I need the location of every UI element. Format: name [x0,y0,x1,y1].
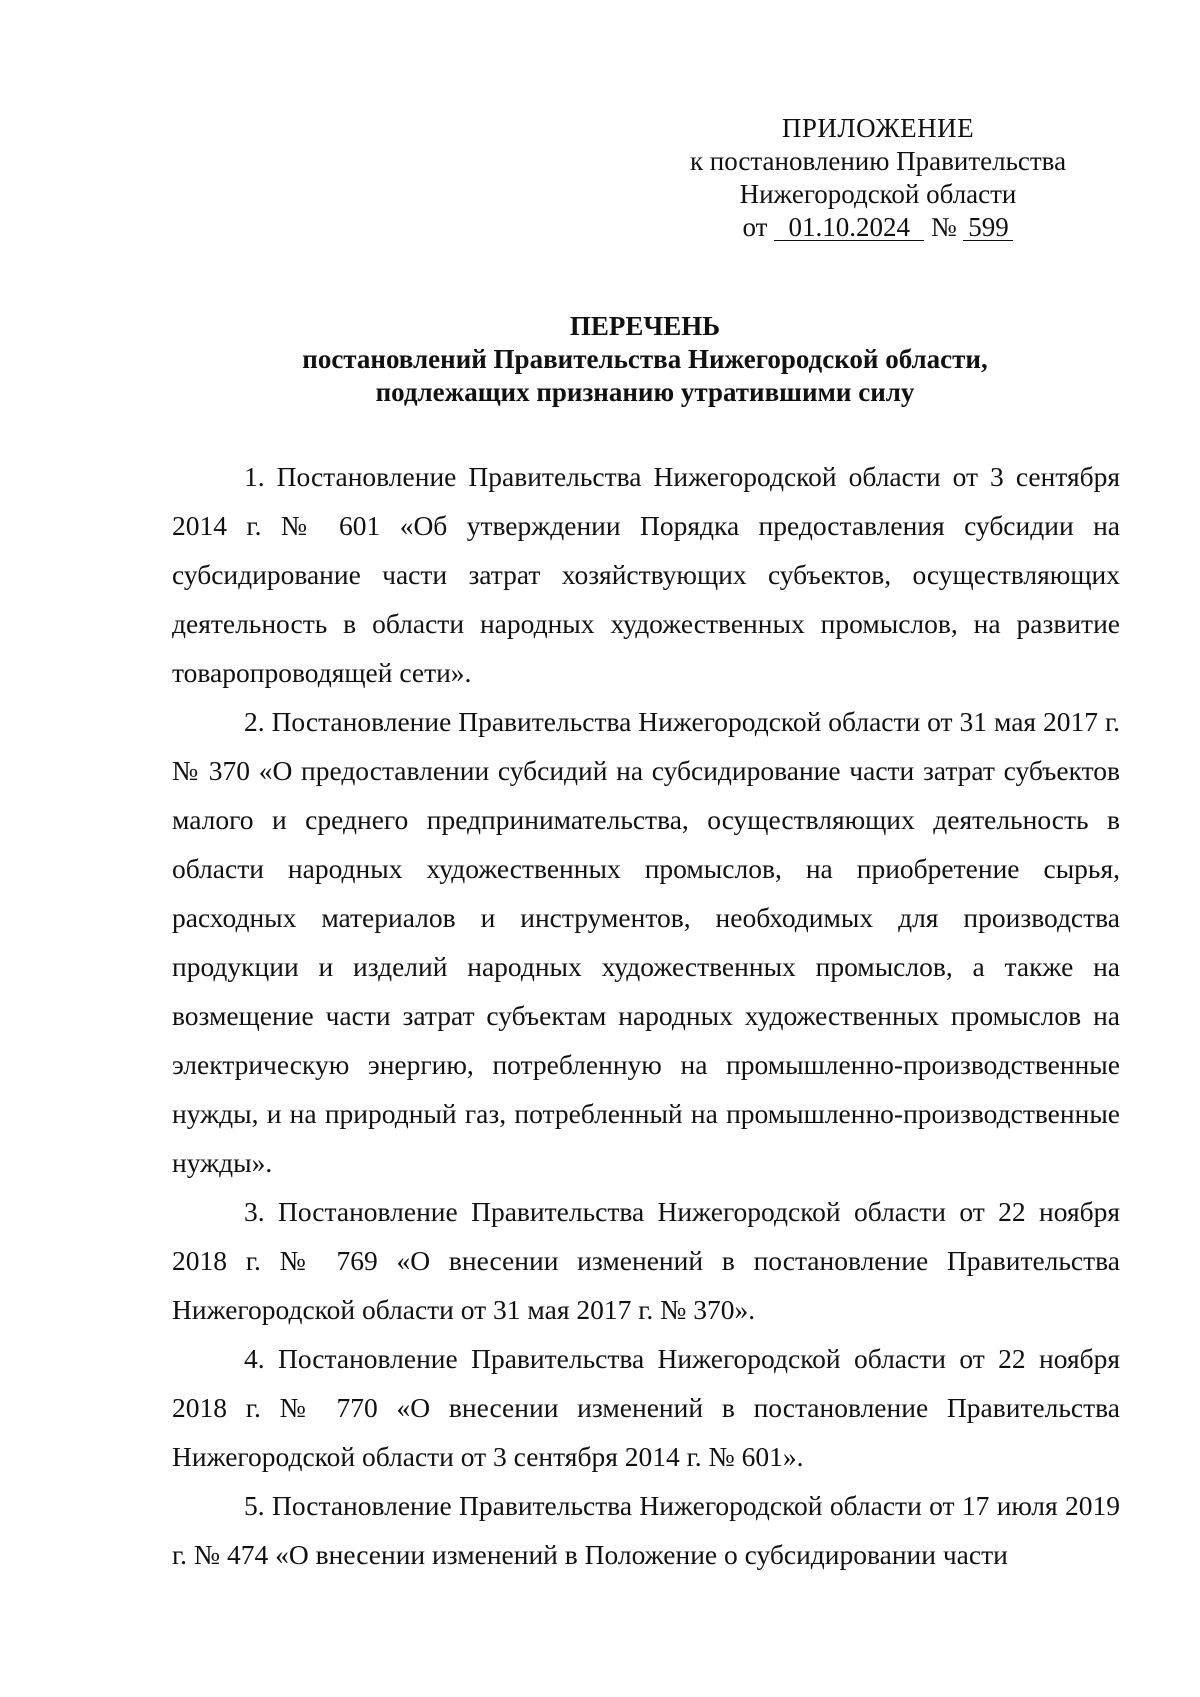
list-item: 1. Постановление Правительства Нижегородской области от 3 сентября 2014 г. № 601 «Об утверждении Порядка предоставления субсидии на субсидирование части затрат хозяйствующих субъектов, осуществляющих деятельность в области народных художественных промыслов, на развитие товаропроводящей сети». [172,461,1120,688]
date-prefix: от [742,212,768,242]
number-sign: № [930,212,957,242]
appendix-date-line [668,211,1088,244]
heading-title: ПЕРЕЧЕНЬ [569,311,721,341]
document-heading [170,310,1120,409]
appendix-label: ПРИЛОЖЕНИЕ [781,113,975,143]
number-field: 599 [963,214,1013,241]
list-item: 4. Постановление Правительства Нижегородской области от 22 ноября 2018 г. № 770 «О внесении изменений в постановление Правительства Нижегородской области от 3 сентября 2014 г. № 601». [172,1343,1120,1472]
appendix-line-2: к постановлению Правительства [689,146,1067,176]
list-item: 5. Постановление Правительства Нижегородской области от 17 июля 2019 г. № 474 «О внесении изменений в Положение о субсидировании части [172,1490,1120,1570]
date-field: 01.10.2024 [774,214,924,241]
document-body [172,452,1120,1579]
appendix-block [668,112,1088,244]
appendix-line-3: Нижегородской области [739,179,1017,209]
list-item: 3. Постановление Правительства Нижегородской области от 22 ноября 2018 г. № 769 «О внесении изменений в постановление Правительства Нижегородской области от 31 мая 2017 г. № 370». [172,1196,1120,1325]
list-item: 2. Постановление Правительства Нижегородской области от 31 мая 2017 г. № 370 «О предоставлении субсидий на субсидирование части затрат субъектов малого и среднего предпринимательства, осуществляющих деятельность в области народных художественных промыслов, на приобретение сырья, расходных материалов и инструментов, необходимых для производства продукции и изделий народных художественных промыслов, а также на возмещение части затрат субъектам народных художественных промыслов на электрическую энергию, потребленную на промышленно-производственные нужды, и на природный газ, потребленный на промышленно-производственные нужды». [172,706,1120,1178]
heading-line-3: подлежащих признанию утратившими силу [375,377,915,407]
heading-line-2: постановлений Правительства Нижегородской области, [302,344,988,374]
